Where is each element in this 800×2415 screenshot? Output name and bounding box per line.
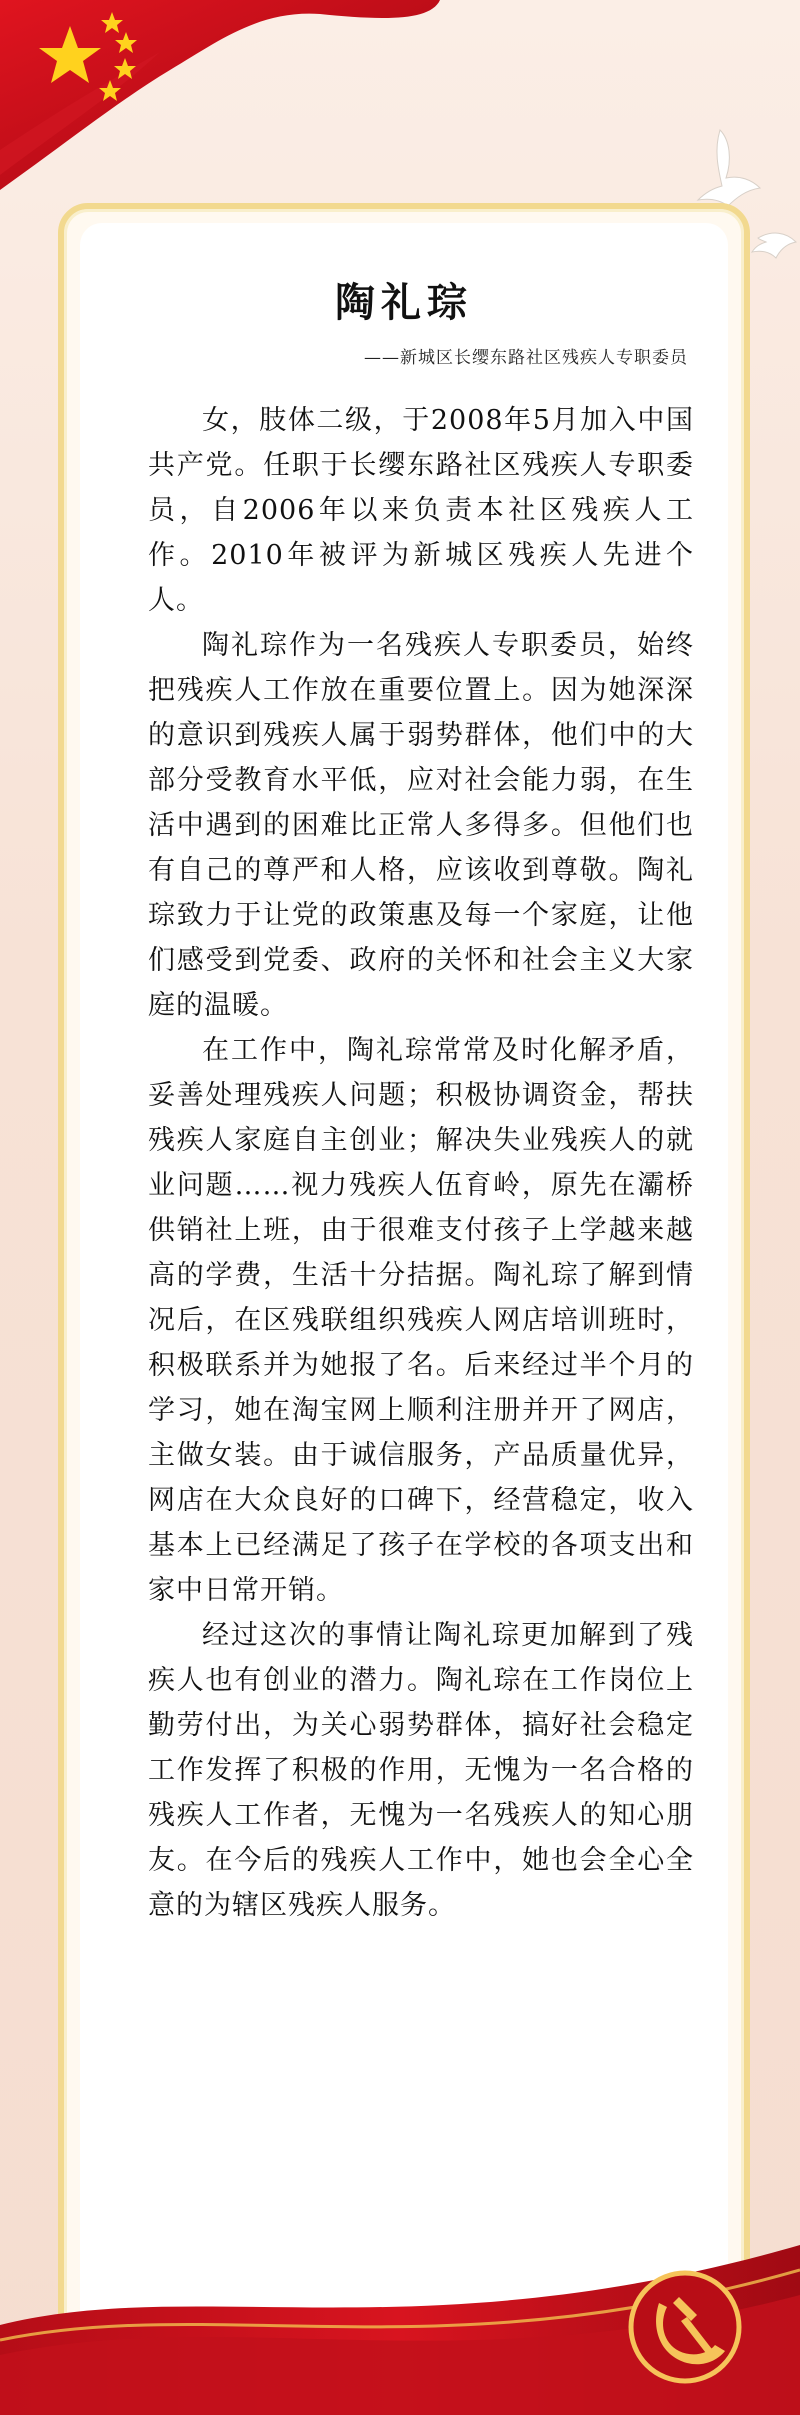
paragraph: 陶礼琮作为一名残疾人专职委员，始终把残疾人工作放在重要位置上。因为她深深的意识到残疾人属于弱势群体，他们中的大部分受教育水平低，应对社会能力弱，在生活中遇到的困难比正常人多得多。但他们也有自己的尊严和人格，应该收到尊敬。陶礼琮致力于让党的政策惠及每一个家庭，让他们感受到党委、政府的关怀和社会主义大家庭的温暖。 — [148, 630, 694, 1021]
page-subtitle: ——新城区长缨东路社区残疾人专职委员 — [364, 348, 688, 368]
flag-icon — [0, 0, 440, 220]
party-emblem-icon — [625, 2267, 745, 2387]
page-title: 陶礼琮 — [335, 279, 473, 326]
paragraph: 在工作中，陶礼琮常常及时化解矛盾，妥善处理残疾人问题；积极协调资金，帮扶残疾人家庭自主创业；解决失业残疾人的就业问题……视力残疾人伍育岭，原先在灞桥供销社上班，由于很难支付孩子上学越来越高的学费，生活十分拮据。陶礼琮了解到情况后，在区残联组织残疾人网店培训班时，积极联系并为她报了名。后来经过半个月的学习，她在淘宝网上顺利注册并开了网店，主做女装。由于诚信服务，产品质量优异，网店在大众良好的口碑下，经营稳定，收入基本上已经满足了孩子在学校的各项支出和家中日常开销。 — [148, 1035, 694, 1606]
paragraph: 女，肢体二级，于2008年5月加入中国共产党。任职于长缨东路社区残疾人专职委员，自2006年以来负责本社区残疾人工作。2010年被评为新城区残疾人先进个人。 — [148, 405, 694, 616]
paragraph: 经过这次的事情让陶礼琮更加解到了残疾人也有创业的潜力。陶礼琮在工作岗位上勤劳付出，为关心弱势群体，搞好社会稳定工作发挥了积极的作用，无愧为一名合格的残疾人工作者，无愧为一名残疾人的知心朋友。在今后的残疾人工作中，她也会全心全意的为辖区残疾人服务。 — [148, 1620, 694, 1921]
content-panel — [80, 223, 728, 2319]
article-body — [148, 398, 694, 1928]
content-board — [58, 203, 750, 2325]
